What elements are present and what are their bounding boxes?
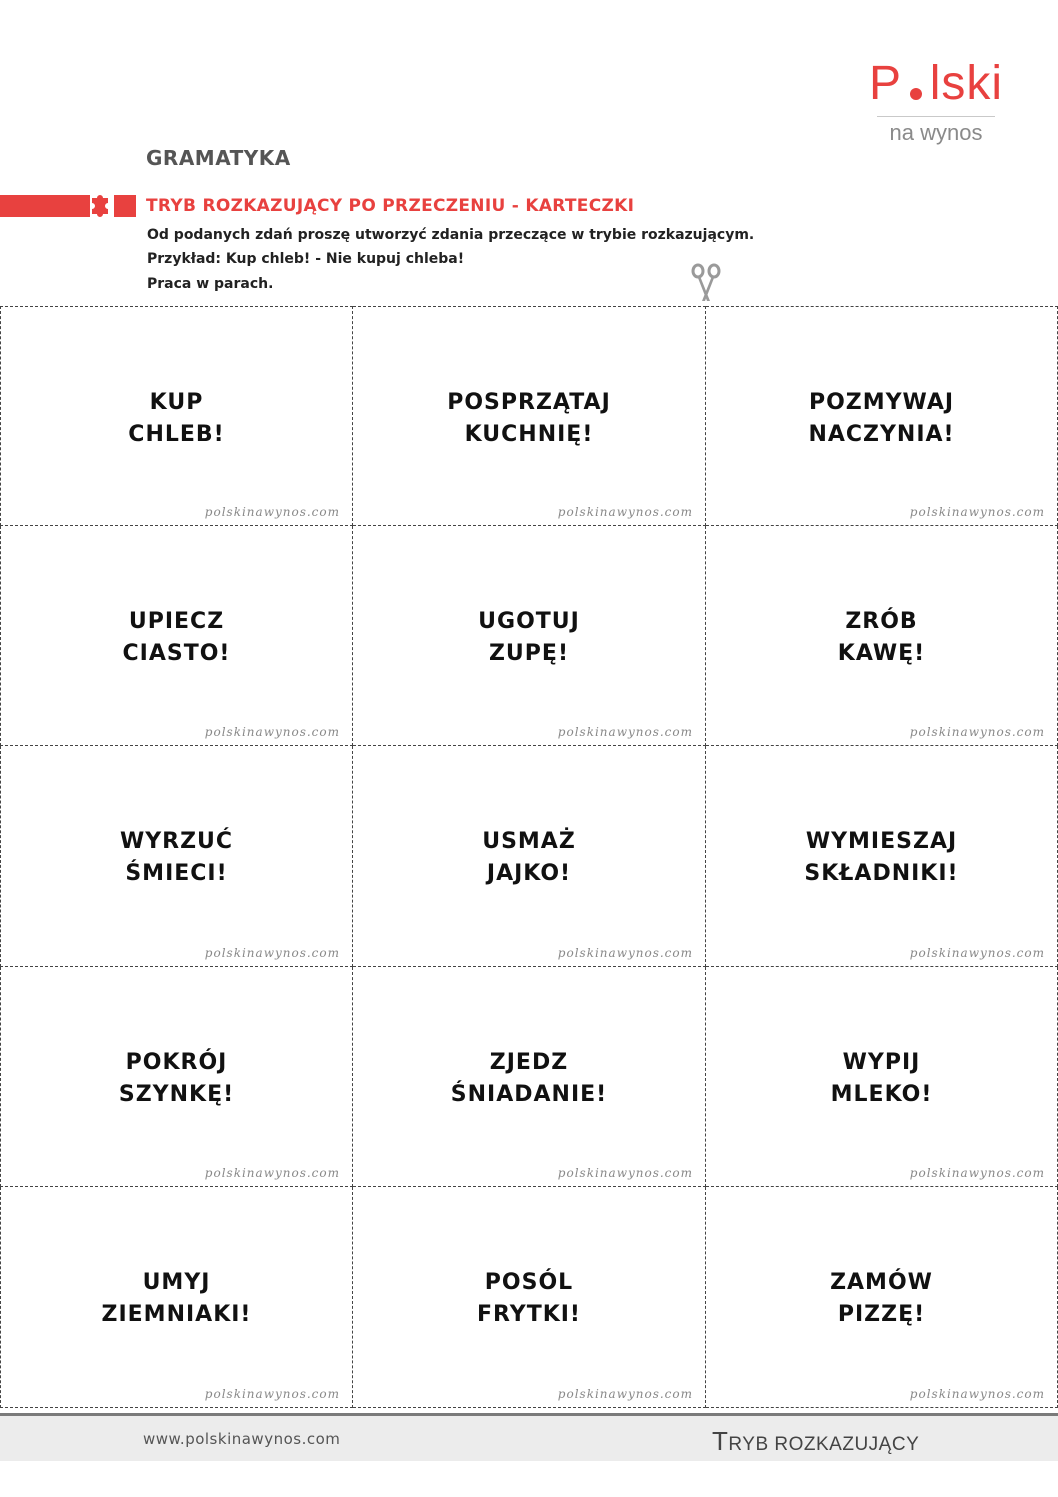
example-line: Przykład: Kup chleb! - Nie kupuj chleba! [147,251,465,267]
card-grid [0,306,1058,1408]
card-watermark: polskinawynos.com [909,1387,1045,1401]
card-watermark: polskinawynos.com [557,946,693,960]
card-watermark: polskinawynos.com [557,725,693,739]
logo-letters-lski: lski [929,57,1004,110]
cut-card [706,1187,1058,1408]
card-phrase-line: FRYTKI! [477,1302,581,1327]
card-phrase [353,1047,705,1111]
card-phrase-line: PIZZĘ! [837,1302,926,1327]
logo-letter-p: P [868,57,902,110]
card-phrase-line: WYMIESZAJ [805,829,958,854]
card-phrase-line: KUCHNIĘ! [464,422,594,447]
logo-dot-icon [910,88,922,100]
card-watermark: polskinawynos.com [909,505,1045,519]
card-watermark: polskinawynos.com [909,1166,1045,1180]
card-phrase [706,387,1057,451]
card-phrase-line: ŚMIECI! [125,861,228,886]
card-phrase-line: POSPRZĄTAJ [447,390,611,415]
logo-main [869,58,1003,110]
cut-card [706,526,1058,746]
card-phrase-line: NACZYNIA! [808,422,955,447]
card-phrase [706,1267,1057,1331]
logo-subtitle: na wynos [889,120,983,145]
card-phrase-line: MLEKO! [830,1082,933,1107]
cut-card [353,526,706,746]
card-phrase-line: USMAŻ [482,829,576,854]
card-watermark: polskinawynos.com [204,946,340,960]
card-phrase [353,387,705,451]
logo-letter-o [902,58,930,110]
section-title: GRAMATYKA [146,146,291,170]
card-watermark: polskinawynos.com [557,505,693,519]
card-phrase [1,826,352,890]
card-phrase-line: ZIEMNIAKI! [101,1302,252,1327]
cut-card [353,967,706,1187]
card-watermark: polskinawynos.com [204,1387,340,1401]
cut-card [353,1187,706,1408]
card-phrase [353,1267,705,1331]
card-phrase-line: ZUPĘ! [488,641,569,666]
card-phrase [1,1047,352,1111]
worksheet-subtitle: TRYB ROZKAZUJĄCY PO PRZECZENIU - KARTECZKI [146,196,635,216]
card-watermark: polskinawynos.com [909,946,1045,960]
card-watermark: polskinawynos.com [557,1387,693,1401]
card-phrase [706,606,1057,670]
cut-card [706,967,1058,1187]
card-phrase-line: SKŁADNIKI! [804,861,959,886]
card-phrase-line: ŚNIADANIE! [450,1082,608,1107]
card-phrase-line: ZRÓB [845,609,918,634]
instruction-line: Od podanych zdań proszę utworzyć zdania przeczące w trybie rozkazującym. [147,227,755,243]
logo [866,58,1006,145]
accent-square [114,195,136,217]
card-phrase-line: POKRÓJ [125,1050,228,1075]
cut-card [353,746,706,967]
cut-card [0,967,353,1187]
card-phrase-line: POSÓL [484,1270,574,1295]
card-watermark: polskinawynos.com [204,725,340,739]
footer-url: www.polskinawynos.com [143,1430,341,1448]
card-phrase-line: UGOTUJ [478,609,580,634]
card-watermark: polskinawynos.com [557,1166,693,1180]
cut-card [0,746,353,967]
card-phrase [353,606,705,670]
card-phrase-line: POZMYWAJ [808,390,955,415]
card-watermark: polskinawynos.com [204,1166,340,1180]
pair-work-line: Praca w parach. [147,276,274,292]
card-watermark: polskinawynos.com [909,725,1045,739]
card-watermark: polskinawynos.com [204,505,340,519]
card-phrase [1,1267,352,1331]
cut-card [706,746,1058,967]
cut-card [706,306,1058,526]
card-phrase [706,1047,1057,1111]
card-phrase-line: KUP [149,390,204,415]
logo-divider [877,116,995,117]
accent-bar [0,195,90,217]
card-phrase-line: ZJEDZ [489,1050,569,1075]
puzzle-piece-icon [88,190,112,218]
card-phrase-line: ZAMÓW [830,1270,933,1295]
footer-title: TRYB ROZKAZUJĄCY [712,1426,920,1456]
card-phrase-line: WYRZUĆ [119,829,234,854]
card-phrase-line: WYPIJ [842,1050,921,1075]
card-phrase [353,826,705,890]
cut-card [353,306,706,526]
card-phrase-line: SZYNKĘ! [118,1082,235,1107]
card-phrase [1,387,352,451]
card-phrase-line: CHLEB! [128,422,225,447]
card-phrase [1,606,352,670]
card-phrase-line: UMYJ [142,1270,211,1295]
scissors-icon [688,263,724,303]
card-phrase [706,826,1057,890]
cut-card [0,306,353,526]
card-phrase-line: JAJKO! [486,861,572,886]
cut-card [0,1187,353,1408]
card-phrase-line: CIASTO! [122,641,231,666]
cut-card [0,526,353,746]
card-phrase-line: UPIECZ [128,609,225,634]
card-phrase-line: KAWĘ! [837,641,926,666]
